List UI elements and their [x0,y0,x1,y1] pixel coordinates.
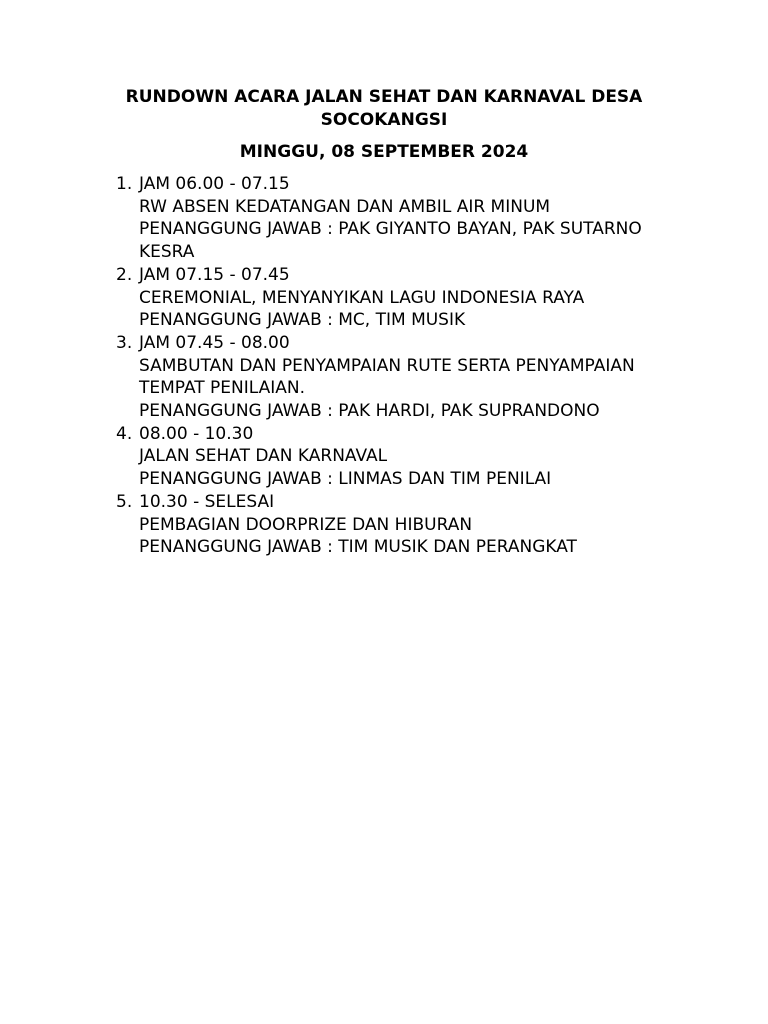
item-number: 1. [116,174,133,194]
item-number: 4. [116,423,133,444]
item-time: JAM 06.00 - 07.15 [139,174,290,194]
item-person-in-charge: PENANGGUNG JAWAB : PAK HARDI, PAK SUPRANDONO [139,401,600,422]
event-date: MINGGU, 08 SEPTEMBER 2024 [239,142,529,162]
item-time: JAM 07.45 - 08.00 [139,332,290,353]
item-activity: CEREMONIAL, MENYANYIKAN LAGU INDONESIA RAYA [139,287,585,308]
item-person-in-charge: PENANGGUNG JAWAB : LINMAS DAN TIM PENILAI [139,469,552,490]
item-activity: JALAN SEHAT DAN KARNAVAL [139,446,388,467]
rundown-list [108,173,688,559]
item-time: 08.00 - 10.30 [139,423,254,444]
document-title: RUNDOWN ACARA JALAN SEHAT DAN KARNAVAL DESA SOCOKANGSI [125,87,643,130]
rundown-item-1 [108,173,688,264]
item-time: 10.30 - SELESAI [139,491,275,512]
item-activity: RW ABSEN KEDATANGAN DAN AMBIL AIR MINUM [139,196,551,217]
item-time: JAM 07.15 - 07.45 [139,264,290,285]
rundown-item-5 [108,491,688,559]
item-number: 2. [116,264,133,285]
item-person-in-charge: PENANGGUNG JAWAB : MC, TIM MUSIK [139,310,466,331]
rundown-item-3 [108,332,688,423]
item-person-in-charge: PENANGGUNG JAWAB : TIM MUSIK DAN PERANGKAT [139,537,577,558]
rundown-item-2 [108,264,688,332]
item-number: 3. [116,332,133,353]
item-activity: SAMBUTAN DAN PENYAMPAIAN RUTE SERTA PENYAMPAIAN TEMPAT PENILAIAN. [139,355,635,399]
item-activity: PEMBAGIAN DOORPRIZE DAN HIBURAN [139,514,473,535]
item-number: 5. [116,491,133,512]
item-person-in-charge: PENANGGUNG JAWAB : PAK GIYANTO BAYAN, PAK SUTARNO KESRA [139,219,642,263]
rundown-item-4 [108,423,688,491]
